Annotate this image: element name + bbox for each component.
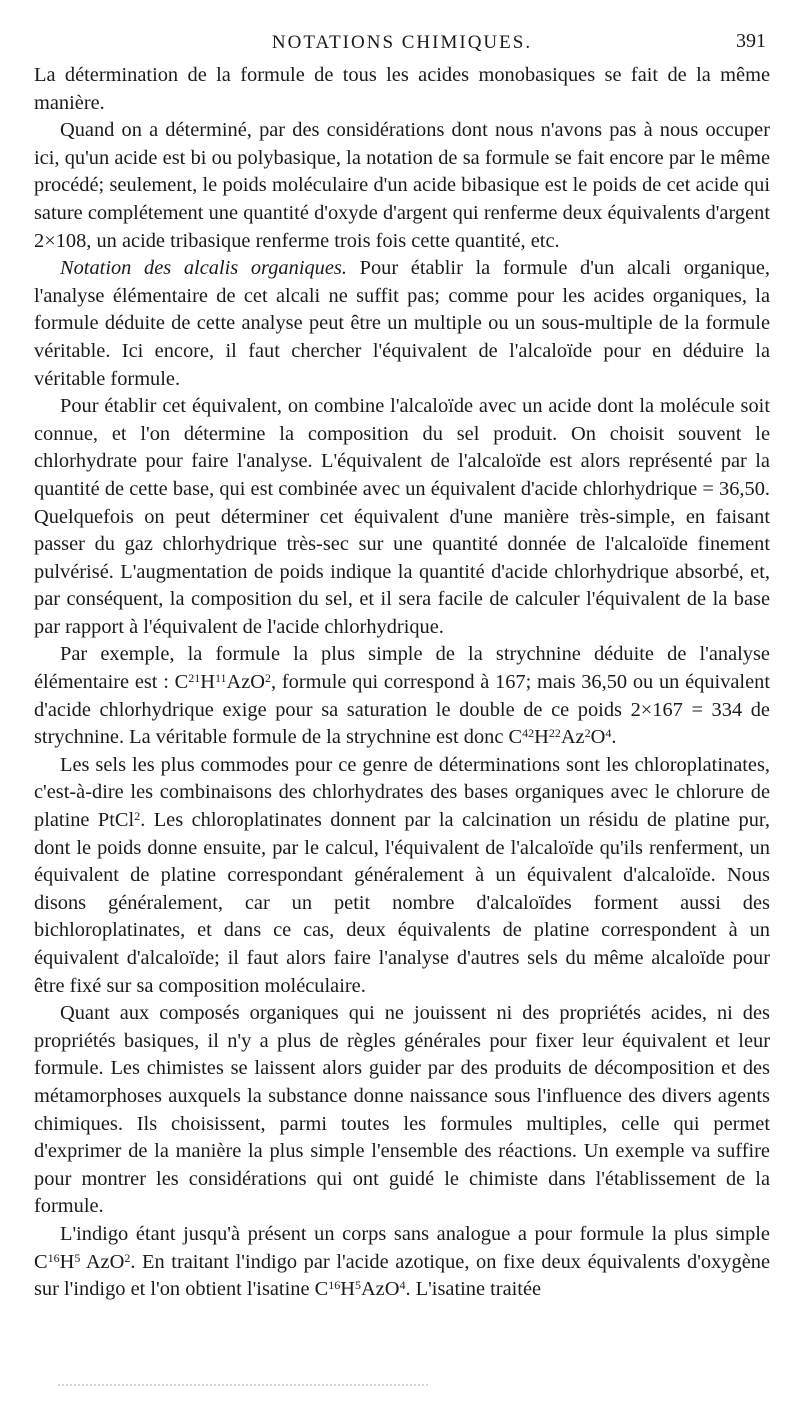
main-text: [34, 62, 770, 1304]
strychnine-simple-formula: $C^{21}H^{11}AzO^2$: [174, 671, 272, 694]
paragraph-2: Quand on a déterminé, par des considérations dont nous n'avons pas à nous occuper ici, qu'un acide est bi ou polybasique, la notation de sa formule se fait encore par le même procédé; seulement, le poids moléculaire d'un acide bibasique est le poids de cet acide qui sature complétement une quantité d'oxyde d'argent qui renferme deux équivalents d'argent 2×108, un acide tribasique renferme trois fois cette quantité, etc.: [34, 119, 770, 252]
paragraph-8-part-3: . L'isatine traitée: [405, 1278, 542, 1301]
paragraph-5: Par exemple, la formule la plus simple de la strychnine déduite de l'analyse élémentaire est : $C^{21}H^{11}AzO^2$, formule qui correspond à 167; mais 36,50 ou un équivalent d'acide chlorhydrique exige pour sa saturation le double de ce poids 2×167 = 334 de strychnine. La véritable formule de la strychnine est donc $C^{42}H^{22}Az^2O^4$.: [34, 643, 771, 749]
paragraph-8-part-2: . En traitant l'indigo par l'acide azotique, on fixe deux équivalents d'oxygène sur l'indigo et l'on obtient l'isatine: [34, 1250, 770, 1301]
isatine-formula: $C^{16}H^5AzO^4$: [314, 1278, 406, 1301]
strychnine-true-formula: $C^{42}H^{22}Az^2O^4$: [508, 726, 612, 749]
running-header: [34, 22, 770, 62]
paragraph-8: [34, 1221, 770, 1304]
section-title: Notation des alcalis organiques.: [60, 257, 347, 280]
paragraph-4: Pour établir cet équivalent, on combine l'alcaloïde avec un acide dont la molécule soit connue, et l'on détermine la composition du sel produit. On choisit souvent le chlorhydrate pour faire l'analyse. L'équivalent de l'alcaloïde est alors représenté par la quantité de cette base, qui est combinée avec un équivalent d'acide chlorhydrique = 36,50. Quelquefois on peut déterminer cet équivalent d'une manière très-simple, en faisant passer du gaz chlorhydrique très-sec sur une quantité donnée de l'alcaloïde finement pulvérisé. L'augmentation de poids indique la quantité d'acide chlorhydrique absorbé, et, par conséquent, la composition du sel, et il sera facile de calculer l'équivalent de la base par rapport à l'équivalent de l'acide chlorhydrique.: [34, 395, 770, 638]
paragraph-6-part-1: Les sels les plus commodes pour ce genre de déterminations sont les chloroplatinates, c'est-à-dire les combinaisons des chlorhydrates des bases organiques avec le chlorure de platine: [34, 753, 770, 832]
platinum-chloride-formula: PtCl$^2$: [97, 809, 141, 832]
scan-artifact: [58, 1384, 428, 1392]
paragraph-1: La détermination de la formule de tous les acides monobasiques se fait de la même manière.: [34, 64, 770, 114]
paragraph-3-text: Pour établir la formule d'un alcali organique, l'analyse élémentaire de cet alcali ne suffit pas; comme pour les acides organiques, la formule déduite de cette analyse peut être un multiple ou un sous-multiple de la formule véritable. Ici encore, il faut chercher l'équivalent de l'alcaloïde pour en déduire la véritable formule.: [34, 257, 771, 390]
running-title: NOTATIONS CHIMIQUES.: [271, 32, 533, 53]
page-number: 391: [736, 30, 766, 52]
paragraph-5-part-2: , formule qui correspond à 167; mais 36,50 ou un équivalent d'acide chlorhydrique exige pour sa saturation le double de ce poids 2×167 = 334 de strychnine. La véritable formule de la strychnine est donc: [34, 671, 771, 749]
paragraph-5-part-1: Par exemple, la formule la plus simple de la strychnine déduite de l'analyse élémentaire est :: [34, 643, 770, 694]
paragraph-6: [34, 752, 770, 1000]
paragraph-8-part-1: L'indigo étant jusqu'à présent un corps sans analogue a pour formule la plus simple: [60, 1222, 770, 1245]
paragraph-7: Quant aux composés organiques qui ne jouissent ni des propriétés acides, ni des propriétés basiques, il n'y a plus de règles générales pour fixer leur équivalent et leur formule. Les chimistes se laissent alors guider par des produits de décomposition et des métamorphoses auxquels la substance donne naissance sous l'influence des divers agents chimiques. Ils choisissent, parmi toutes les formules multiples, celle qui permet d'exprimer de la manière la plus simple l'ensemble des réactions. Un exemple va suffire pour montrer les considérations qui ont guidé le chimiste dans l'établissement de la formule.: [34, 1002, 770, 1218]
paragraph-3: [34, 255, 770, 393]
indigo-formula: $C^{16}H^5$ AzO$^2$: [34, 1250, 131, 1273]
book-page: [34, 22, 770, 1304]
paragraph-6-part-2: . Les chloroplatinates donnent par la calcination un résidu de platine pur, dont le poids donne ensuite, par le calcul, l'équivalent de l'alcaloïde qu'ils renferment, un équivalent de platine correspondant généralement à un équivalent d'alcaloïde. Nous disons généralement, car un petit nombre d'alcaloïdes forment aussi des bichloroplatinates, et dans ce cas, deux équivalents de platine correspondent à un équivalent d'alcaloïde; il faut alors faire l'analyse d'autres sels du même alcaloïde pour être fixé sur sa composition moléculaire.: [34, 809, 770, 997]
